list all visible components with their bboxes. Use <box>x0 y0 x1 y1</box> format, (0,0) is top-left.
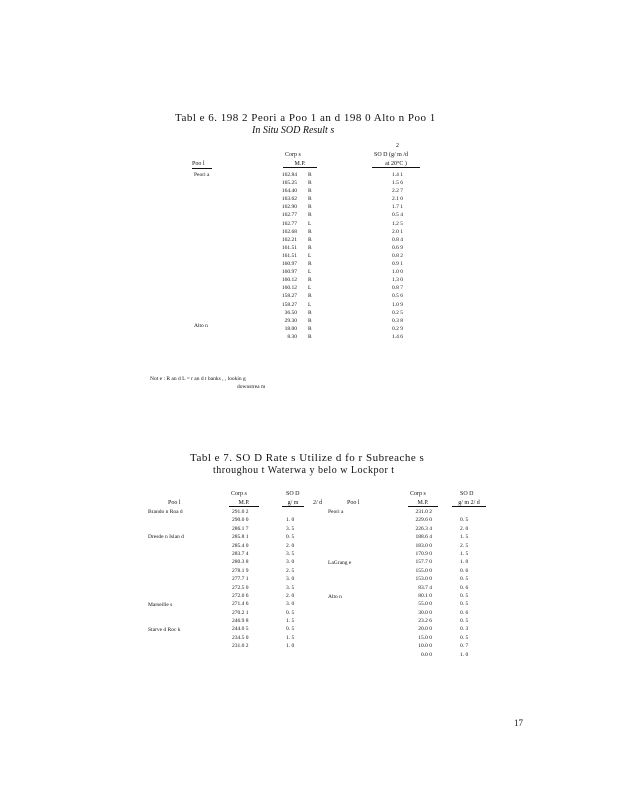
table6-mp-cell: 160.97 <box>281 261 297 268</box>
table6-side-cell: R <box>308 333 312 340</box>
table6-side-cell: L <box>308 301 312 308</box>
table7-left-sod-cell: 0. 5 <box>286 626 295 633</box>
table7-right-sod-cell: 1. 5 <box>460 534 469 541</box>
table7-right-sod-cell: 0. 3 <box>460 626 469 633</box>
table7-right-sod-cell: 1. 0 <box>460 651 469 658</box>
table6-sod-cell: 1.5 6 <box>392 180 403 187</box>
table7-left-mp-column <box>232 508 264 651</box>
table7-left-mp-cell: 272.5 0 <box>232 584 249 591</box>
table6-side-cell: R <box>308 180 312 187</box>
table7-right-sod-cell: 0. 6 <box>460 567 469 574</box>
table6-sod-cell: 1.2 5 <box>392 220 403 227</box>
table6-mp-cell: 162.84 <box>281 172 297 178</box>
table7-left-mp-cell: 285.4 0 <box>232 542 249 549</box>
table7-right-sod-cell: 1. 5 <box>460 550 469 557</box>
table7-right-sod-cell: 2. 5 <box>460 542 469 549</box>
table7-pool-brandon-road: Brando n Roa d <box>148 509 183 515</box>
table6-mp-cell: 162.21 <box>281 236 297 243</box>
table7-right-sod-cell: 0. 6 <box>460 584 469 591</box>
table6-sod-cell: 0.3 8 <box>392 317 403 324</box>
table7-left-sod-cell: 3. 0 <box>286 559 295 566</box>
table6-side-cell: R <box>308 204 312 211</box>
table7-left-sod-cell: 1. 0 <box>286 643 295 650</box>
table6-side-cell: R <box>308 325 312 332</box>
table7-left-sod-cell: 2. 5 <box>286 567 295 574</box>
table7-right-mp-cell: 188.6 4 <box>415 534 432 541</box>
table7-left-sod-cell: 1. 5 <box>286 634 295 641</box>
table6-sod-cell: 1.7 1 <box>392 204 403 211</box>
table7-right-mp-cell: 30.0 0 <box>418 609 432 616</box>
table6-mp-cell: 162.77 <box>281 220 297 227</box>
table6-header-sod-units: at 20°C ) <box>372 161 420 168</box>
table6-side-cell: L <box>308 252 312 259</box>
table7-pool-lagrange: LaGrang e <box>328 560 352 566</box>
table7-left-header-units: g/ m <box>282 500 304 507</box>
table7-left-mp-cell: 270.2 1 <box>232 609 249 616</box>
table7-left-sod-cell: 0. 5 <box>286 534 295 541</box>
table6-pool-alton: Alto n <box>194 323 208 329</box>
table7-left-mp-cell: 234.5 0 <box>232 634 249 641</box>
table6-side-cell: R <box>308 228 312 235</box>
table7-left-mp-cell: 246.9 8 <box>232 618 249 625</box>
table6-pool-underline <box>192 168 212 169</box>
table7-pool-alton: Alto n <box>328 594 342 600</box>
table6-sod-cell: 0.9 1 <box>392 261 403 268</box>
table7-right-mp-cell: 55.0 0 <box>418 601 432 608</box>
table7-left-mp-cell: 231.0 2 <box>232 643 249 650</box>
table7-right-mp-cell: 0.0 0 <box>421 651 432 658</box>
table7-right-mp-cell: 229.6 0 <box>415 517 432 524</box>
table6-mp-cell: 8.30 <box>287 333 297 340</box>
table6-side-cell: R <box>308 236 312 243</box>
table7-left-sod-column <box>286 508 306 651</box>
table7-right-mp-cell: 15.0 0 <box>418 634 432 641</box>
table7-right-sod-cell: 0. 5 <box>460 517 469 524</box>
table7-left-sod-cell: 2. 0 <box>286 592 295 599</box>
table6-mp-cell: 29.30 <box>284 317 297 324</box>
table6-mp-cell: 36.50 <box>284 309 297 316</box>
table7-left-header-corps: Corp s <box>231 491 247 497</box>
table7-right-mp-cell: 170.9 0 <box>415 550 432 557</box>
table6-side-cell: R <box>308 244 312 251</box>
table6-mp-cell: 160.12 <box>281 285 297 292</box>
table6-sod-cell: 2.1 0 <box>392 196 403 203</box>
table6-side-cell: R <box>308 277 312 284</box>
table7-pool-dresden-island: Dresde n Islan d <box>148 534 184 540</box>
table6-mp-cell: 158.27 <box>281 293 297 300</box>
table7-left-sod-cell: 3. 5 <box>286 525 295 532</box>
table7-right-mp-cell: 157.7 0 <box>415 559 432 566</box>
table7-right-mp-cell: 10.0 0 <box>418 643 432 650</box>
table7-left-mp-cell: 283.7 4 <box>232 550 249 557</box>
table7-right-mp-cell: 226.3 4 <box>415 525 432 532</box>
table7-right-header-units-prefix: 2/ d <box>313 500 323 506</box>
table7-right-mp-cell: 83.7 4 <box>418 584 432 591</box>
table6-sod-cell: 0.8 2 <box>392 252 403 259</box>
table6-sod-cell: 0.5 6 <box>392 293 403 300</box>
table7-left-header-sod: SO D <box>286 491 300 497</box>
table7-right-header-sod: SO D <box>460 491 474 497</box>
table7-left-mp-cell: 277.7 1 <box>232 576 249 583</box>
table7-left-mp-cell: 286.1 7 <box>232 525 249 532</box>
table7-pool-marseilles: Marseille s <box>148 602 173 608</box>
table6-mp-cell: 160.97 <box>281 269 297 276</box>
table6-header-pool: Poo l <box>192 161 205 167</box>
table6-header-sod: SO D (g/ m /d <box>374 152 409 158</box>
table7-left-sod-cell: 1. 0 <box>286 517 295 524</box>
table6-sod-cell: 0.2 5 <box>392 309 403 316</box>
table7-subtitle: throughou t Waterwa y belo w Lockpor t <box>213 465 395 476</box>
table7-right-sod-cell: 0. 5 <box>460 601 469 608</box>
table6-sod-cell: 0.8 4 <box>392 236 403 243</box>
table7-right-sod-cell: 0. 5 <box>460 618 469 625</box>
table7-right-mp-cell: 23.2 6 <box>418 618 432 625</box>
table7-right-header-corps: Corp s <box>410 491 426 497</box>
table6-mp-cell: 162.77 <box>281 212 297 219</box>
table7-right-mp-cell: 153.0 0 <box>415 576 432 583</box>
table7-left-sod-cell: 3. 0 <box>286 576 295 583</box>
table6-subtitle: In Situ SOD Result s <box>252 125 335 136</box>
table6-sod-cell: 1.0 0 <box>392 269 403 276</box>
table6-mp-cell: 161.51 <box>281 252 297 259</box>
table6-sod-cell: 1.0 9 <box>392 301 403 308</box>
table7-left-mp-cell: 272.0 6 <box>232 592 249 599</box>
table6-sod-cell: 2.2 7 <box>392 188 403 195</box>
table6-note-line2: downstrea m <box>237 384 266 390</box>
table7-left-sod-cell: 1. 5 <box>286 618 295 625</box>
table7-right-mp-column <box>400 508 432 659</box>
table7-right-header-mp: M.P. <box>408 500 438 507</box>
table7-right-sod-cell: 0. 5 <box>460 592 469 599</box>
table7-right-sod-cell: 0. 5 <box>460 634 469 641</box>
table6-sod-cell: 0.8 7 <box>392 285 403 292</box>
table7-left-mp-cell: 290.0 0 <box>232 517 249 524</box>
table6-mp-cell: 165.25 <box>281 180 297 187</box>
table6-sod-cell: 0.2 9 <box>392 325 403 332</box>
table6-sod-cell: 2.0 1 <box>392 228 403 235</box>
table6-side-cell: R <box>308 172 312 178</box>
table6-side-cell: R <box>308 293 312 300</box>
table6-side-cell: R <box>308 309 312 316</box>
table7-right-mp-cell: 231.0 2 <box>415 509 432 515</box>
table6-side-cell: R <box>308 317 312 324</box>
table6-mp-cell: 162.90 <box>281 204 297 211</box>
table7-right-sod-cell <box>460 508 480 516</box>
table6-mp-cell: 161.51 <box>281 244 297 251</box>
table6-title: Tabl e 6. 198 2 Peori a Poo 1 an d 198 0 Alto n Poo 1 <box>175 112 436 124</box>
table6-note: Not e : R an d L = r an d t banks , , lookin g <box>150 376 246 382</box>
table6-mp-cell: 18.00 <box>284 325 297 332</box>
table7-left-mp-cell: 291.0 2 <box>232 509 249 515</box>
table6-side-cell: R <box>308 188 312 195</box>
table7-pool-peoria: Peori a <box>328 509 344 515</box>
table6-mp-cell: 164.40 <box>281 188 297 195</box>
table7-left-sod-cell <box>286 508 306 516</box>
table6-side-cell: R <box>308 196 312 203</box>
table7-left-mp-cell: 244.0 5 <box>232 626 249 633</box>
table7-right-sod-cell: 0. 7 <box>460 643 469 650</box>
table6-sod-cell: 1.3 0 <box>392 277 403 284</box>
table6-side-cell: R <box>308 261 312 268</box>
table6-pool-peoria: Peori a <box>194 172 210 178</box>
table6-header-corps: Corp s <box>285 152 301 158</box>
table7-left-header-pool: Poo l <box>168 500 181 506</box>
table6-mp-column <box>262 171 297 341</box>
table7-pool-starved-rock: Starve d Roc k <box>148 627 181 633</box>
table6-sod-cell: 0.5 4 <box>392 212 403 219</box>
table6-side-cell: L <box>308 220 312 227</box>
table7-right-sod-cell: 0. 6 <box>460 609 469 616</box>
table7-left-sod-cell: 3. 5 <box>286 584 295 591</box>
table6-superscript: 2 <box>396 143 399 149</box>
table7-left-mp-cell: 271.4 6 <box>232 601 249 608</box>
table7-left-sod-cell: 0. 5 <box>286 609 295 616</box>
table7-right-mp-cell: 183.0 0 <box>415 542 432 549</box>
table7-right-header-units: g/ m 2/ d <box>452 500 486 507</box>
table6-sod-cell: 0.6 9 <box>392 244 403 251</box>
table7-right-sod-cell: 0. 5 <box>460 576 469 583</box>
table6-side-cell: L <box>308 269 312 276</box>
table6-mp-cell: 160.12 <box>281 277 297 284</box>
table6-side-cell: R <box>308 212 312 219</box>
table6-mp-cell: 163.62 <box>281 196 297 203</box>
table6-side-column <box>308 171 318 341</box>
table7-left-mp-cell: 280.3 8 <box>232 559 249 566</box>
table6-header-mp: M.P. <box>283 161 317 168</box>
table7-left-mp-cell: 285.8 1 <box>232 534 249 541</box>
table6-mp-cell: 158.27 <box>281 301 297 308</box>
table7-left-sod-cell: 3. 5 <box>286 550 295 557</box>
table7-right-mp-cell: 20.0 0 <box>418 626 432 633</box>
table7-right-sod-cell: 2. 0 <box>460 525 469 532</box>
table7-right-mp-cell: 80.1 0 <box>418 592 432 599</box>
table7-right-mp-cell: 155.0 0 <box>415 567 432 574</box>
table6-sod-column <box>392 171 422 341</box>
table7-left-mp-cell: 278.1 9 <box>232 567 249 574</box>
table6-sod-cell: 1.4 1 <box>392 172 403 178</box>
table7-title: Tabl e 7. SO D Rate s Utilize d fo r Subreache s <box>190 452 425 464</box>
table7-right-sod-column <box>460 508 480 659</box>
table7-right-header-pool: Poo l <box>347 500 360 506</box>
table6-mp-cell: 162.68 <box>281 228 297 235</box>
table7-left-sod-cell: 3. 0 <box>286 601 295 608</box>
page-number: 17 <box>514 718 523 728</box>
table7-left-sod-cell: 2. 0 <box>286 542 295 549</box>
table6-side-cell: L <box>308 285 312 292</box>
table7-left-header-mp: M.P. <box>229 500 259 507</box>
table7-right-sod-cell: 1. 0 <box>460 559 469 566</box>
table6-sod-cell: 1.4 6 <box>392 333 403 340</box>
